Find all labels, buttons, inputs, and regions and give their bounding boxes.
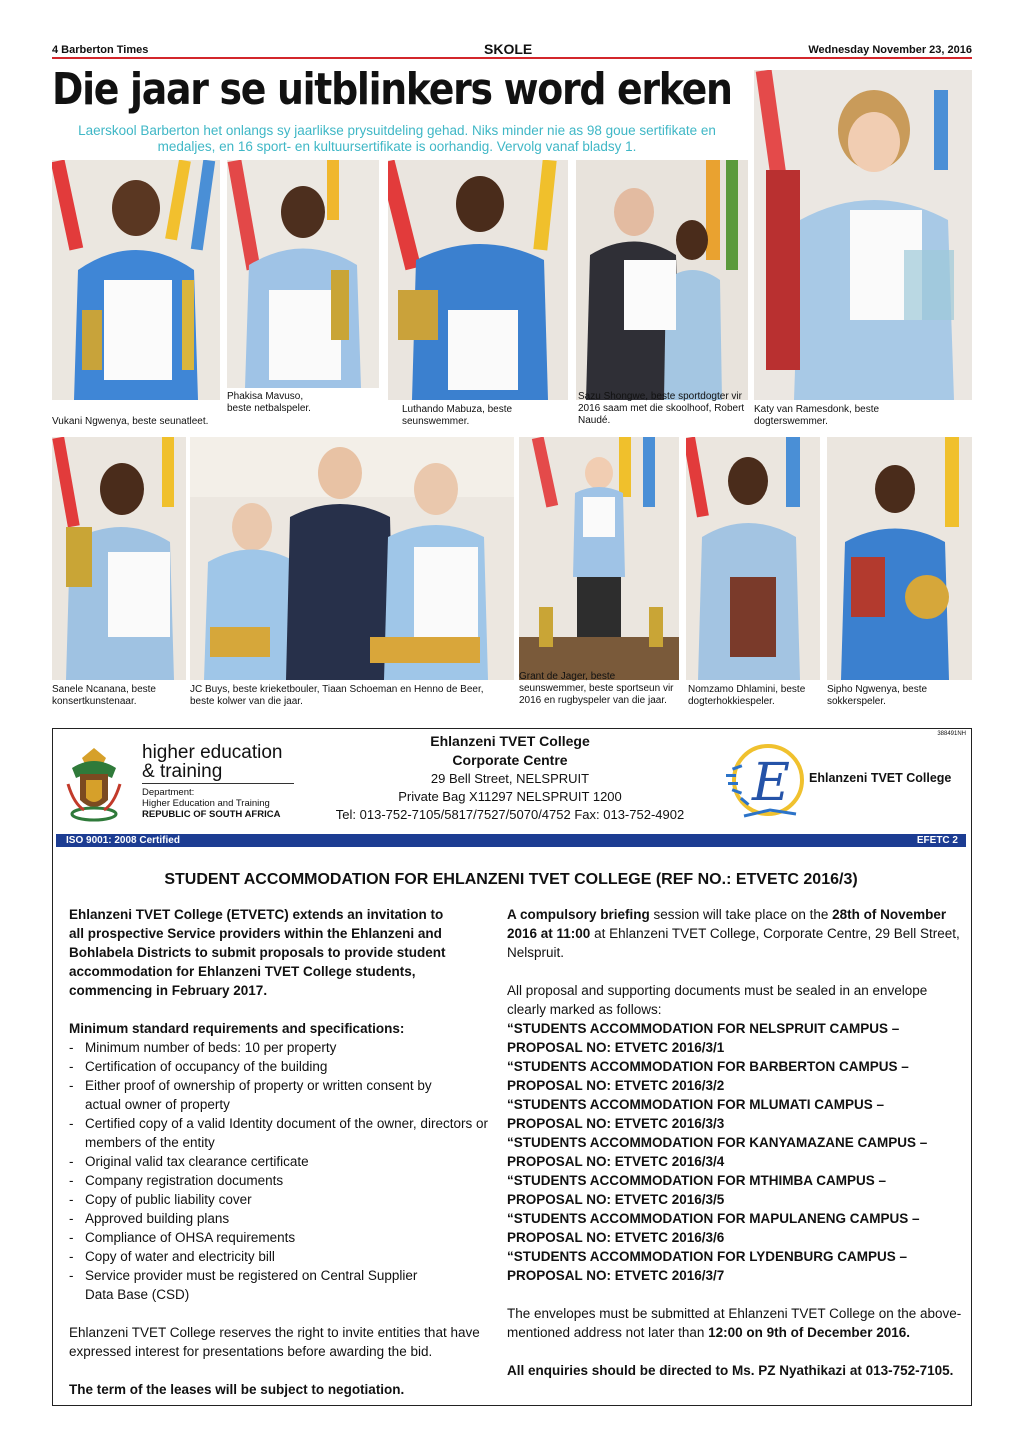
- ad-code: EFETC 2: [916, 835, 958, 846]
- dept-divider: [142, 783, 294, 784]
- briefing-text: [507, 905, 962, 962]
- photo-sipho: [827, 437, 972, 680]
- caption-cricket: JC Buys, beste krieketbouler, Tiaan Schoeman en Henno de Beer, beste kolwer van die jaar.: [190, 684, 484, 707]
- tender-left-column: [69, 905, 489, 1399]
- list-item: - Copy of water and electricity bill: [69, 1247, 489, 1266]
- requirements-list: [69, 1038, 489, 1304]
- college-address-1: 29 Bell Street, NELSPRUIT: [430, 771, 590, 786]
- tender-title: STUDENT ACCOMMODATION FOR EHLANZENI TVET COLLEGE (REF NO.: ETVETC 2016/3): [164, 871, 858, 888]
- college-name: Ehlanzeni TVET College: [430, 733, 590, 749]
- proposal-line: “STUDENTS ACCOMMODATION FOR NELSPRUIT CAMPUS –: [507, 1021, 900, 1036]
- proposal-line: “STUDENTS ACCOMMODATION FOR MAPULANENG CAMPUS –: [507, 1211, 920, 1226]
- caption-nomzamo: Nomzamo Dhlamini, beste dogterhokkiespeler.: [688, 684, 806, 707]
- photo-katy: [754, 70, 972, 400]
- proposal-list: [507, 1019, 962, 1285]
- list-item: - Copy of public liability cover: [69, 1190, 489, 1209]
- proposal-line: PROPOSAL NO: ETVETC 2016/3/6: [507, 1230, 725, 1245]
- sealed-envelope-text: All proposal and supporting documents must be sealed in an envelope clearly marked as follows:: [507, 983, 928, 1017]
- submission-deadline: 12:00 on 9th of December 2016.: [708, 1325, 910, 1340]
- list-item: - Certification of occupancy of the building: [69, 1057, 489, 1076]
- caption-sazu: Sazu Shongwe, beste sportdogter vir 2016 saam met die skoolhoof, Robert Naudé.: [578, 391, 745, 426]
- list-item: - Original valid tax clearance certificate: [69, 1152, 489, 1171]
- briefing-text-2: at Ehlanzeni TVET College, Corporate Centre, 29 Bell Street, Nelspruit.: [507, 926, 960, 960]
- photo-nomzamo: [686, 437, 820, 680]
- college-centre: Corporate Centre: [452, 752, 568, 768]
- college-address-2: Private Bag X11297 NELSPRUIT 1200: [398, 789, 622, 804]
- photo-sazu: [576, 160, 748, 400]
- caption-vukani: Vukani Ngwenya, beste seunatleet.: [52, 416, 209, 427]
- proposal-line: PROPOSAL NO: ETVETC 2016/3/1: [507, 1040, 725, 1055]
- list-item: - Service provider must be registered on Central Supplier Data Base (CSD): [69, 1266, 435, 1304]
- tender-right-column: [507, 905, 962, 1380]
- proposal-line: PROPOSAL NO: ETVETC 2016/3/4: [507, 1154, 725, 1169]
- article-intro: Laerskool Barberton het onlangs sy jaarlikse prysuitdeling gehad. Niks minder nie as 98 goue sertifikate en medaljes, en 16 sport- en kultuursertifikate is oorhandig. Vervolg vanaf bladsy 1.: [78, 123, 716, 154]
- list-item: - Minimum number of beds: 10 per property: [69, 1038, 489, 1057]
- photo-sanele: [52, 437, 186, 680]
- dept-name-line1: higher education: [142, 742, 283, 763]
- proposal-line: PROPOSAL NO: ETVETC 2016/3/3: [507, 1116, 725, 1131]
- dept-name-line2: & training: [142, 761, 223, 782]
- submission-text-1: The envelopes must be submitted at Ehlanzeni TVET College on the above-mentioned address not later than: [507, 1306, 962, 1340]
- list-item: - Company registration documents: [69, 1171, 489, 1190]
- coat-of-arms-icon: [64, 744, 124, 824]
- list-item: - Certified copy of a valid Identity document of the owner, directors or members of the entity: [69, 1114, 489, 1152]
- photo-luthando: [388, 160, 568, 400]
- ad-ref-code: 388491NH: [937, 731, 966, 737]
- certification-bar: [56, 834, 966, 847]
- caption-sipho: Sipho Ngwenya, beste sokkerspeler.: [827, 684, 928, 707]
- iso-certification: ISO 9001: 2008 Certified: [66, 835, 180, 846]
- briefing-label: A compulsory briefing: [507, 907, 650, 922]
- proposal-line: PROPOSAL NO: ETVETC 2016/3/2: [507, 1078, 725, 1093]
- briefing-text-1: session will take place on the: [649, 907, 833, 922]
- reservation-text: Ehlanzeni TVET College reserves the right to invite entities that have expressed interest for presentations before awarding the bid.: [69, 1325, 480, 1359]
- list-item: - Approved building plans: [69, 1209, 489, 1228]
- caption-phakisa: Phakisa Mavuso, beste netbalspeler.: [227, 391, 311, 414]
- proposal-line: “STUDENTS ACCOMMODATION FOR MLUMATI CAMPUS –: [507, 1097, 884, 1112]
- college-logo-text: Ehlanzeni TVET College: [809, 771, 952, 785]
- caption-sanele: Sanele Ncanana, beste konsertkunstenaar.: [52, 684, 156, 707]
- header-rule: [52, 57, 972, 59]
- section-name: SKOLE: [484, 41, 533, 57]
- college-telephone: Tel: 013-752-7105/5817/7527/5070/4752 Fax: 013-752-4902: [335, 807, 685, 822]
- caption-luthando: Luthando Mabuza, beste seunswemmer.: [402, 404, 513, 427]
- caption-katy: Katy van Ramesdonk, beste dogterswemmer.: [754, 404, 880, 427]
- list-item: - Compliance of OHSA requirements: [69, 1228, 489, 1247]
- dept-sub-3: REPUBLIC OF SOUTH AFRICA: [142, 809, 281, 820]
- caption-grant: Grant de Jager, beste seunswemmer, beste sportseun vir 2016 en rugbyspeler van die jaar.: [519, 671, 674, 706]
- lease-term-text: The term of the leases will be subject to negotiation.: [69, 1382, 405, 1397]
- dept-sub-1: Department:: [142, 787, 195, 798]
- proposal-line: “STUDENTS ACCOMMODATION FOR KANYAMAZANE CAMPUS –: [507, 1135, 928, 1150]
- proposal-line: “STUDENTS ACCOMMODATION FOR BARBERTON CAMPUS –: [507, 1059, 909, 1074]
- photo-vukani: [52, 160, 220, 400]
- photo-grant: [519, 437, 679, 680]
- submission-text: [507, 1304, 962, 1342]
- page-section-label: 4 Barberton Times: [52, 44, 149, 56]
- college-logo-icon: [724, 740, 810, 824]
- dept-sub-2: Higher Education and Training: [142, 798, 270, 809]
- photo-cricket-group: [190, 437, 514, 680]
- proposal-line: PROPOSAL NO: ETVETC 2016/3/5: [507, 1192, 725, 1207]
- briefing-date: 28th of November 2016 at 11:00: [507, 907, 947, 941]
- proposal-line: “STUDENTS ACCOMMODATION FOR LYDENBURG CAMPUS –: [507, 1249, 908, 1264]
- svg-text:E: E: [752, 753, 790, 813]
- requirements-heading: Minimum standard requirements and specifications:: [69, 1021, 405, 1036]
- photo-phakisa: [227, 160, 379, 388]
- article-headline: Die jaar se uitblinkers word erken: [52, 64, 732, 115]
- proposal-line: “STUDENTS ACCOMMODATION FOR MTHIMBA CAMPUS –: [507, 1173, 886, 1188]
- issue-date: Wednesday November 23, 2016: [808, 44, 972, 56]
- enquiries-text: All enquiries should be directed to Ms. PZ Nyathikazi at 013-752-7105.: [507, 1363, 954, 1378]
- proposal-line: PROPOSAL NO: ETVETC 2016/3/7: [507, 1268, 725, 1283]
- list-item: - Either proof of ownership of property or written consent by actual owner of property: [69, 1076, 455, 1114]
- invitation-text: Ehlanzeni TVET College (ETVETC) extends an invitation to all prospective Service providers within the Ehlanzeni and Bohlabela Districts to submit proposals to provide student accommodation for Ehlanzeni TVET College students, commencing in February 2017.: [69, 907, 446, 998]
